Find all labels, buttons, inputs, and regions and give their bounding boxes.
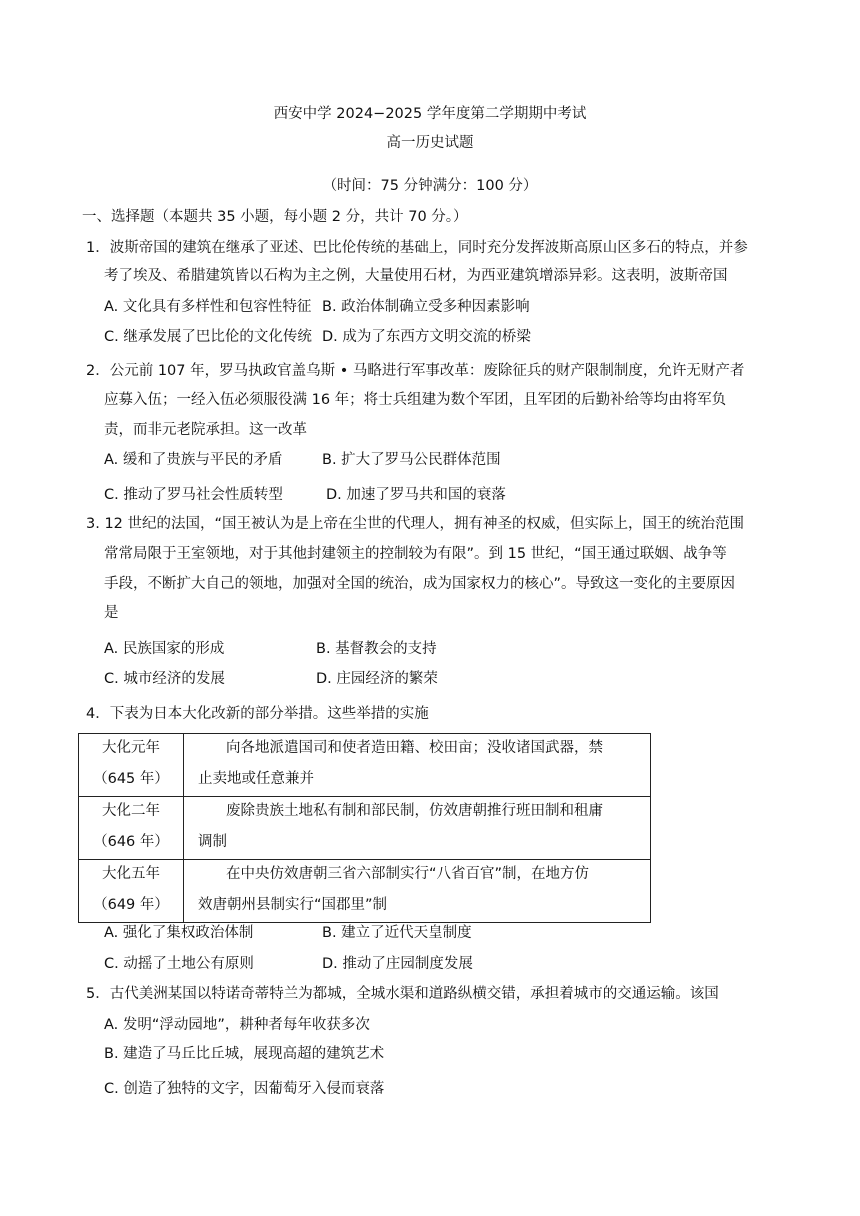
option-c: C. 继承发展了巴比伦的文化传统: [104, 329, 312, 345]
table-row: [79, 734, 651, 797]
option-d: D. 成为了东西方文明交流的桥梁: [322, 329, 531, 345]
year-cell: [79, 734, 184, 797]
section-heading: 一、选择题（本题共 35 小题，每小题 2 分，共计 70 分。）: [82, 209, 468, 225]
measure-text: 在中央仿效唐朝三省六部制实行“八省百官”制，在地方仿: [226, 866, 590, 882]
exam-title: 西安中学 2024−2025 学年度第二学期期中考试: [273, 106, 587, 122]
question-text: 3. 12 世纪的法国，“国王被认为是上帝在尘世的代理人，拥有神圣的权威，但实际上，国王的统治范围: [86, 516, 745, 532]
option-a: A. 强化了集权政治体制: [104, 925, 254, 941]
measure-text: 调制: [198, 834, 227, 850]
question-text: 责，而非元老院承担。这一改革: [104, 422, 307, 438]
option-b: B. 政治体制确立受多种因素影响: [322, 299, 530, 315]
option-a: A. 缓和了贵族与平民的矛盾: [104, 452, 283, 468]
year-ad: （646 年）: [93, 834, 169, 850]
option-b: B. 建造了马丘比丘城，展现高超的建筑艺术: [104, 1046, 385, 1062]
reform-table: [78, 733, 651, 923]
measure-cell: [184, 860, 651, 923]
question-text: 是: [104, 605, 119, 621]
year-ad: （649 年）: [93, 897, 169, 913]
option-c: C. 城市经济的发展: [104, 671, 225, 687]
option-a: A. 发明“浮动园地”，耕种者每年收获多次: [104, 1017, 370, 1033]
option-d: D. 加速了罗马共和国的衰落: [326, 487, 506, 503]
year-label: 大化二年: [102, 803, 160, 819]
exam-subtitle: 高一历史试题: [386, 135, 474, 151]
option-d: D. 推动了庄园制度发展: [322, 956, 473, 972]
year-cell: [79, 860, 184, 923]
question-text: 2．公元前 107 年，罗马执政官盖乌斯 • 马略进行军事改革：废除征兵的财产限制制度，允许无财产者: [86, 363, 745, 379]
table-row: [79, 860, 651, 923]
time-info: （时间：75 分钟满分：100 分）: [322, 178, 538, 194]
year-label: 大化五年: [102, 866, 160, 882]
measure-cell: [184, 734, 651, 797]
measure-text: 向各地派遣国司和使者造田籍、校田亩；没收诸国武器，禁: [226, 740, 603, 756]
year-label: 大化元年: [102, 740, 160, 756]
year-ad: （645 年）: [93, 771, 169, 787]
option-b: B. 基督教会的支持: [316, 641, 437, 657]
option-c: C. 推动了罗马社会性质转型: [104, 487, 283, 503]
option-a: A. 民族国家的形成: [104, 641, 225, 657]
option-a: A. 文化具有多样性和包容性特征: [104, 299, 312, 315]
year-cell: [79, 797, 184, 860]
table-row: [79, 797, 651, 860]
question-text: 应募入伍；一经入伍必须服役满 16 年；将士兵组建为数个军团，且军团的后勤补给等均由将军负: [104, 392, 727, 408]
question-text: 手段，不断扩大自己的领地，加强对全国的统治，成为国家权力的核心”。导致这一变化的主要原因: [104, 576, 736, 592]
option-d: D. 庄园经济的繁荣: [316, 671, 438, 687]
measure-text: 效唐朝州县制实行“国郡里”制: [198, 897, 388, 913]
question-text: 考了埃及、希腊建筑皆以石构为主之例，大量使用石材，为西亚建筑增添异彩。这表明，波斯帝国: [104, 268, 728, 284]
question-text: 常常局限于王室领地，对于其他封建领主的控制较为有限”。到 15 世纪，“国王通过联姻、战争等: [104, 546, 727, 562]
option-c: C. 创造了独特的文字，因葡萄牙入侵而衰落: [104, 1081, 385, 1097]
question-text: 4．下表为日本大化改新的部分举措。这些举措的实施: [86, 706, 429, 722]
question-text: 1．波斯帝国的建筑在继承了亚述、巴比伦传统的基础上，同时充分发挥波斯高原山区多石的特点，并参: [86, 240, 748, 256]
option-c: C. 动摇了土地公有原则: [104, 956, 254, 972]
measure-text: 止卖地或任意兼并: [198, 771, 314, 787]
measure-text: 废除贵族土地私有制和部民制，仿效唐朝推行班田制和租庸: [226, 803, 603, 819]
question-text: 5．古代美洲某国以特诺奇蒂特兰为都城，全城水渠和道路纵横交错，承担着城市的交通运输。该国: [86, 986, 719, 1002]
measure-cell: [184, 797, 651, 860]
option-b: B. 扩大了罗马公民群体范围: [322, 452, 501, 468]
option-b: B. 建立了近代天皇制度: [322, 925, 472, 941]
